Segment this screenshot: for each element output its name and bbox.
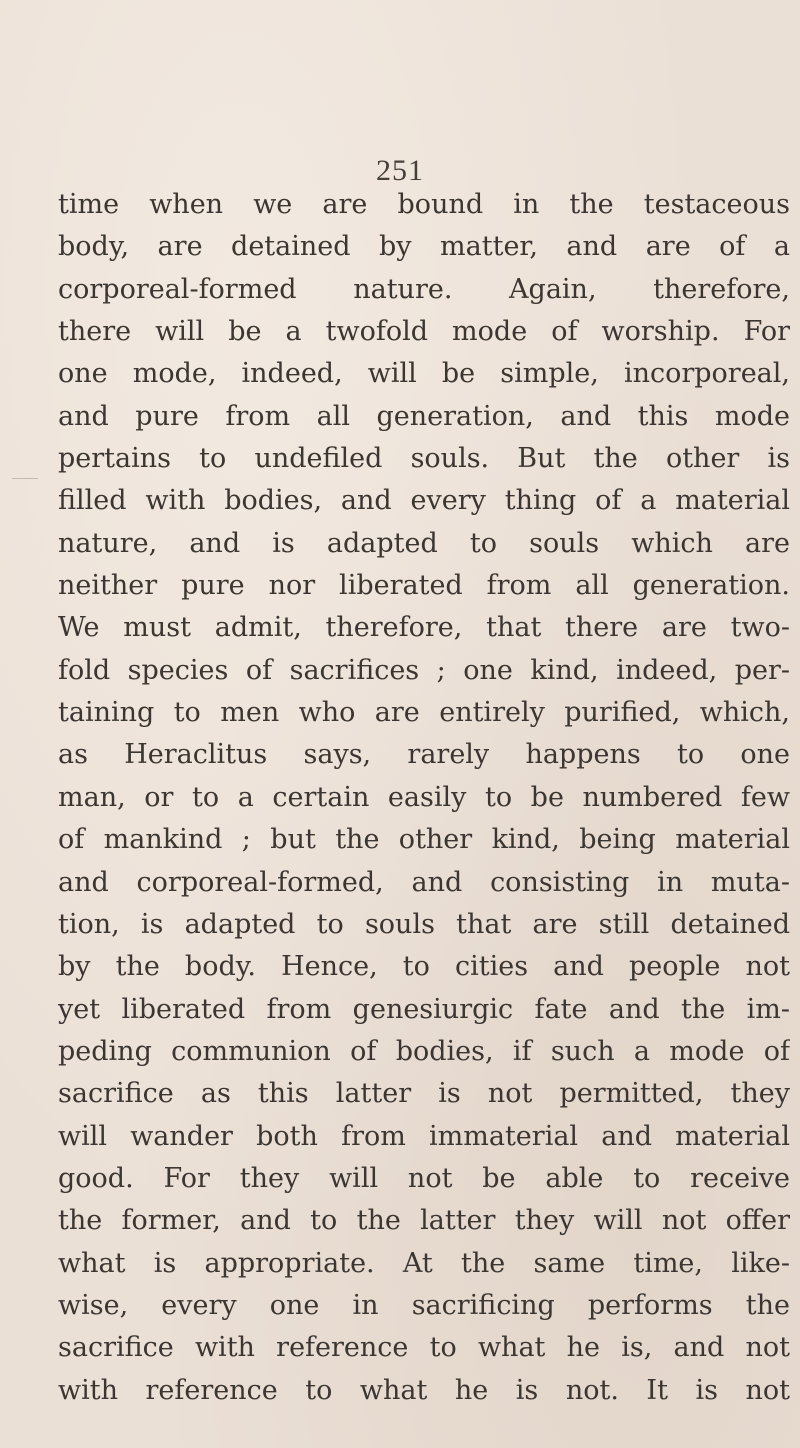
- text-line: corporeal-formed nature. Again, therefore,: [58, 273, 790, 305]
- text-line: yet liberated from genesiurgic fate and the im-: [58, 993, 790, 1025]
- text-line: what is appropriate. At the same time, like-: [58, 1247, 790, 1279]
- text-line: peding communion of bodies, if such a mode of: [58, 1035, 790, 1067]
- text-line: and pure from all generation, and this mode: [58, 400, 790, 432]
- text-line: neither pure nor liberated from all generation.: [58, 570, 790, 602]
- page-number: 251: [376, 154, 424, 187]
- text-line: by the body. Hence, to cities and people not: [58, 951, 790, 983]
- text-line: pertains to undefiled souls. But the other is: [58, 443, 790, 475]
- text-line: and corporeal-formed, and consisting in muta-: [58, 866, 790, 898]
- text-line: time when we are bound in the testaceous: [58, 189, 790, 220]
- text-line: man, or to a certain easily to be numbered few: [58, 781, 790, 813]
- body-text: [58, 184, 790, 1412]
- text-line: there will be a twofold mode of worship. For: [58, 316, 790, 348]
- text-line: fold species of sacrifices ; one kind, indeed, per-: [58, 654, 790, 686]
- text-line: body, are detained by matter, and are of a: [58, 231, 790, 263]
- text-line: as Heraclitus says, rarely happens to one: [58, 739, 790, 771]
- text-line: wise, every one in sacrificing performs the: [58, 1289, 790, 1321]
- text-line: sacrifice as this latter is not permitted, they: [58, 1078, 790, 1110]
- paper-fold-mark: [12, 478, 38, 479]
- text-line: good. For they will not be able to receive: [58, 1162, 790, 1194]
- text-line: of mankind ; but the other kind, being material: [58, 824, 790, 856]
- text-line: the former, and to the latter they will not offer: [58, 1205, 790, 1237]
- text-line: taining to men who are entirely purified, which,: [58, 697, 790, 729]
- text-line: We must admit, therefore, that there are two-: [58, 612, 790, 644]
- text-line: with reference to what he is not. It is not: [58, 1374, 790, 1406]
- text-line: sacrifice with reference to what he is, and not: [58, 1332, 790, 1364]
- text-line: will wander both from immaterial and material: [58, 1120, 790, 1152]
- text-line: tion, is adapted to souls that are still detained: [58, 908, 790, 940]
- text-line: one mode, indeed, will be simple, incorporeal,: [58, 358, 790, 390]
- text-line: nature, and is adapted to souls which are: [58, 527, 790, 559]
- text-line: filled with bodies, and every thing of a material: [58, 485, 790, 517]
